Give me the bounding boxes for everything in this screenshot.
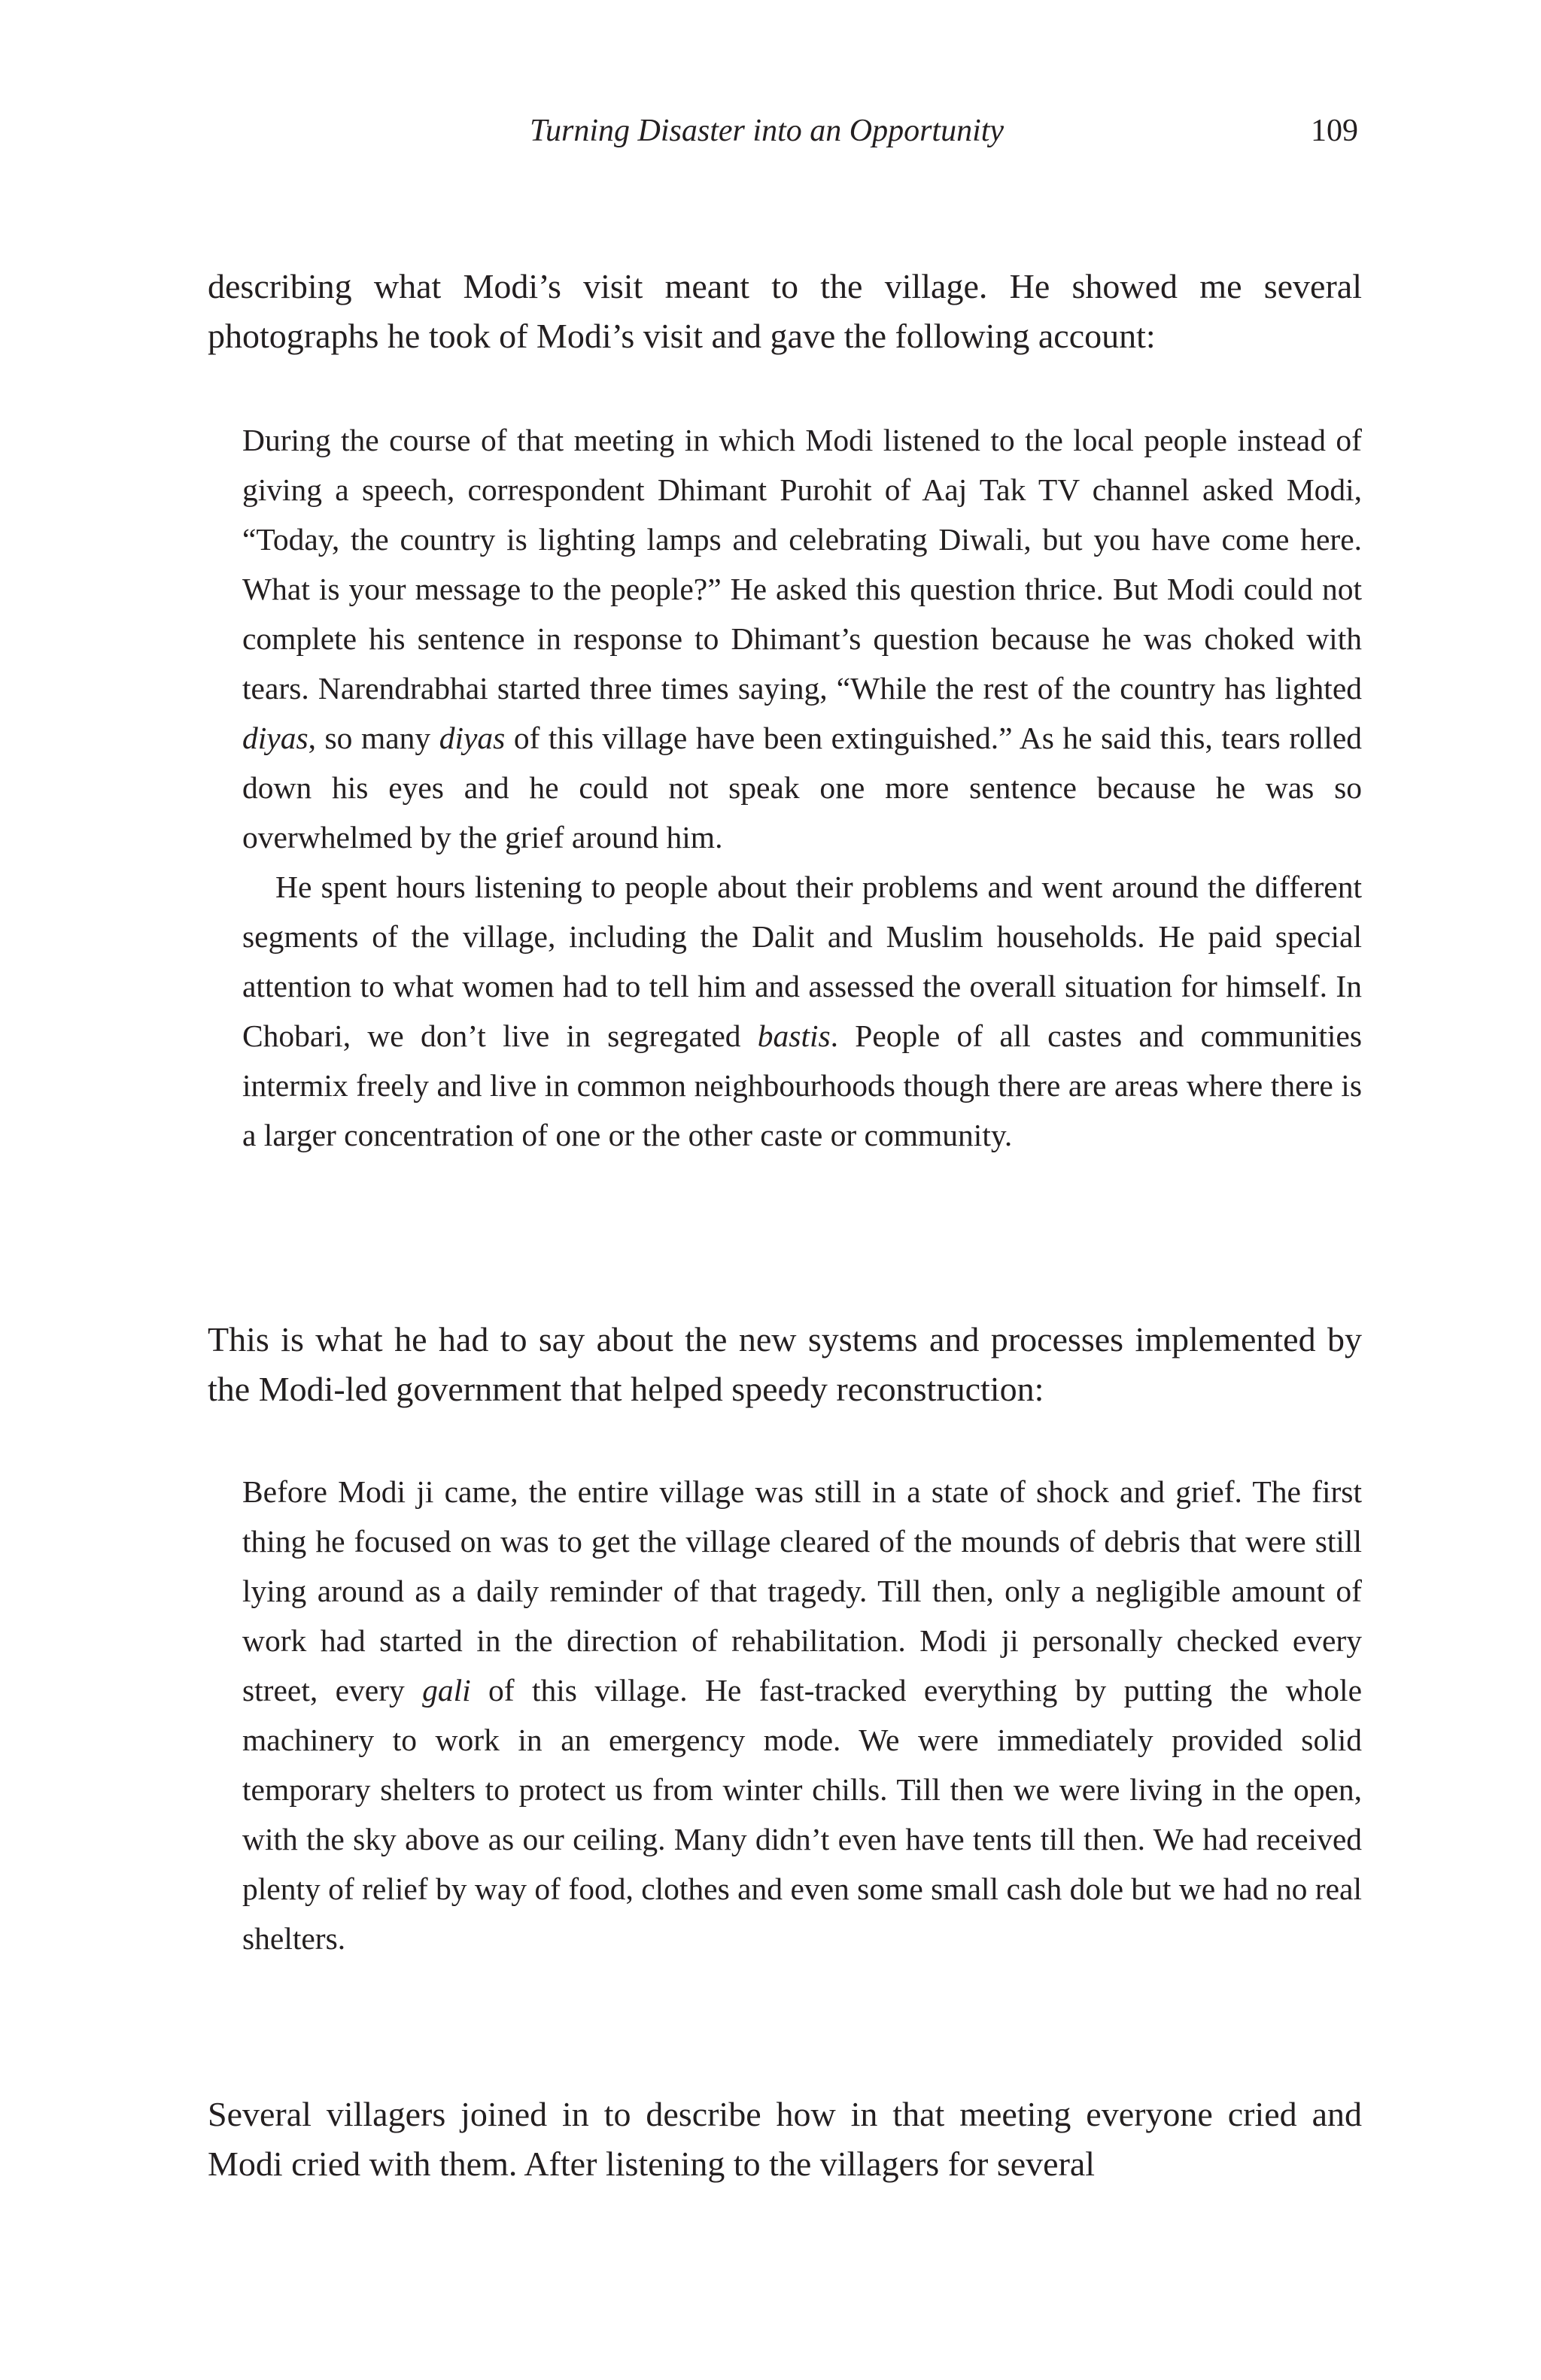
running-head	[0, 113, 1541, 165]
body-paragraph-1: describing what Modi’s visit meant to the village. He showed me several photographs he took of Modi’s visit and gave the following account:	[208, 267, 1362, 355]
running-title: Turning Disaster into an Opportunity	[530, 114, 1005, 148]
quote-2-paragraph-1	[242, 1467, 1362, 1963]
italic-term: gali	[422, 1673, 471, 1708]
quote-2-text: of this village. He fast-tracked everything by putting the whole machinery to work in an emergency mode. We were immediately provided solid temporary shelters to protect us from winter chills. Till then we were living in the open, with the sky above as our ceiling. Many didn’t even have tents till then. We had received plenty of relief by way of food, clothes and even some small cash dole but we had no real shelters.	[242, 1673, 1362, 1956]
body-paragraph-3: Several villagers joined in to describe how in that meeting everyone cried and Modi cried with them. After listening to the villagers for several	[208, 2095, 1362, 2183]
block-quote-1	[242, 415, 1362, 1160]
quote-1-paragraph-2	[242, 862, 1362, 1160]
block-quote-2	[242, 1467, 1362, 1963]
quote-1-paragraph-1	[242, 415, 1362, 862]
quote-1-text: During the course of that meeting in which Modi listened to the local people instead of giving a speech, correspondent Dhimant Purohit of Aaj Tak TV channel asked Modi, “Today, the country is lighting lamps and celebrating Diwali, but you have come here. What is your message to the people?” He asked this question thrice. But Modi could not complete his sentence in response to Dhimant’s question because he was choked with tears. Narendrabhai started three times saying, “While the rest of the country has lighted	[242, 423, 1362, 706]
italic-term: diyas	[439, 721, 506, 755]
quote-1-text: , so many	[308, 721, 439, 755]
quote-1-text: He spent hours listening to people about their problems and went around the different segments of the village, including the Dalit and Muslim households. He paid special attention to what women had to tell him and assessed the overall situation for himself. In Chobari, we don’t live in segregated	[242, 870, 1362, 1053]
quote-2-text: Before Modi ji came, the entire village was still in a state of shock and grief. The first thing he focused on was to get the village cleared of the mounds of debris that were still lying around as a daily reminder of that tragedy. Till then, only a negligible amount of work had started in the direction of rehabilitation. Modi ji personally checked every street, every	[242, 1474, 1362, 1708]
quote-1-text: . People of all castes and communities intermix freely and live in common neighbourhoods though there are areas where there is a larger concentration of one or the other caste or community.	[242, 1018, 1362, 1152]
page-number: 109	[1311, 114, 1358, 148]
body-paragraph-2: This is what he had to say about the new systems and processes implemented by the Modi-led government that helped speedy reconstruction:	[208, 1320, 1362, 1408]
italic-term: diyas	[242, 721, 309, 755]
quote-1-text: of this village have been extinguished.” As he said this, tears rolled down his eyes and he could not speak one more sentence because he was so overwhelmed by the grief around him.	[242, 721, 1362, 855]
italic-term: bastis	[757, 1018, 831, 1053]
